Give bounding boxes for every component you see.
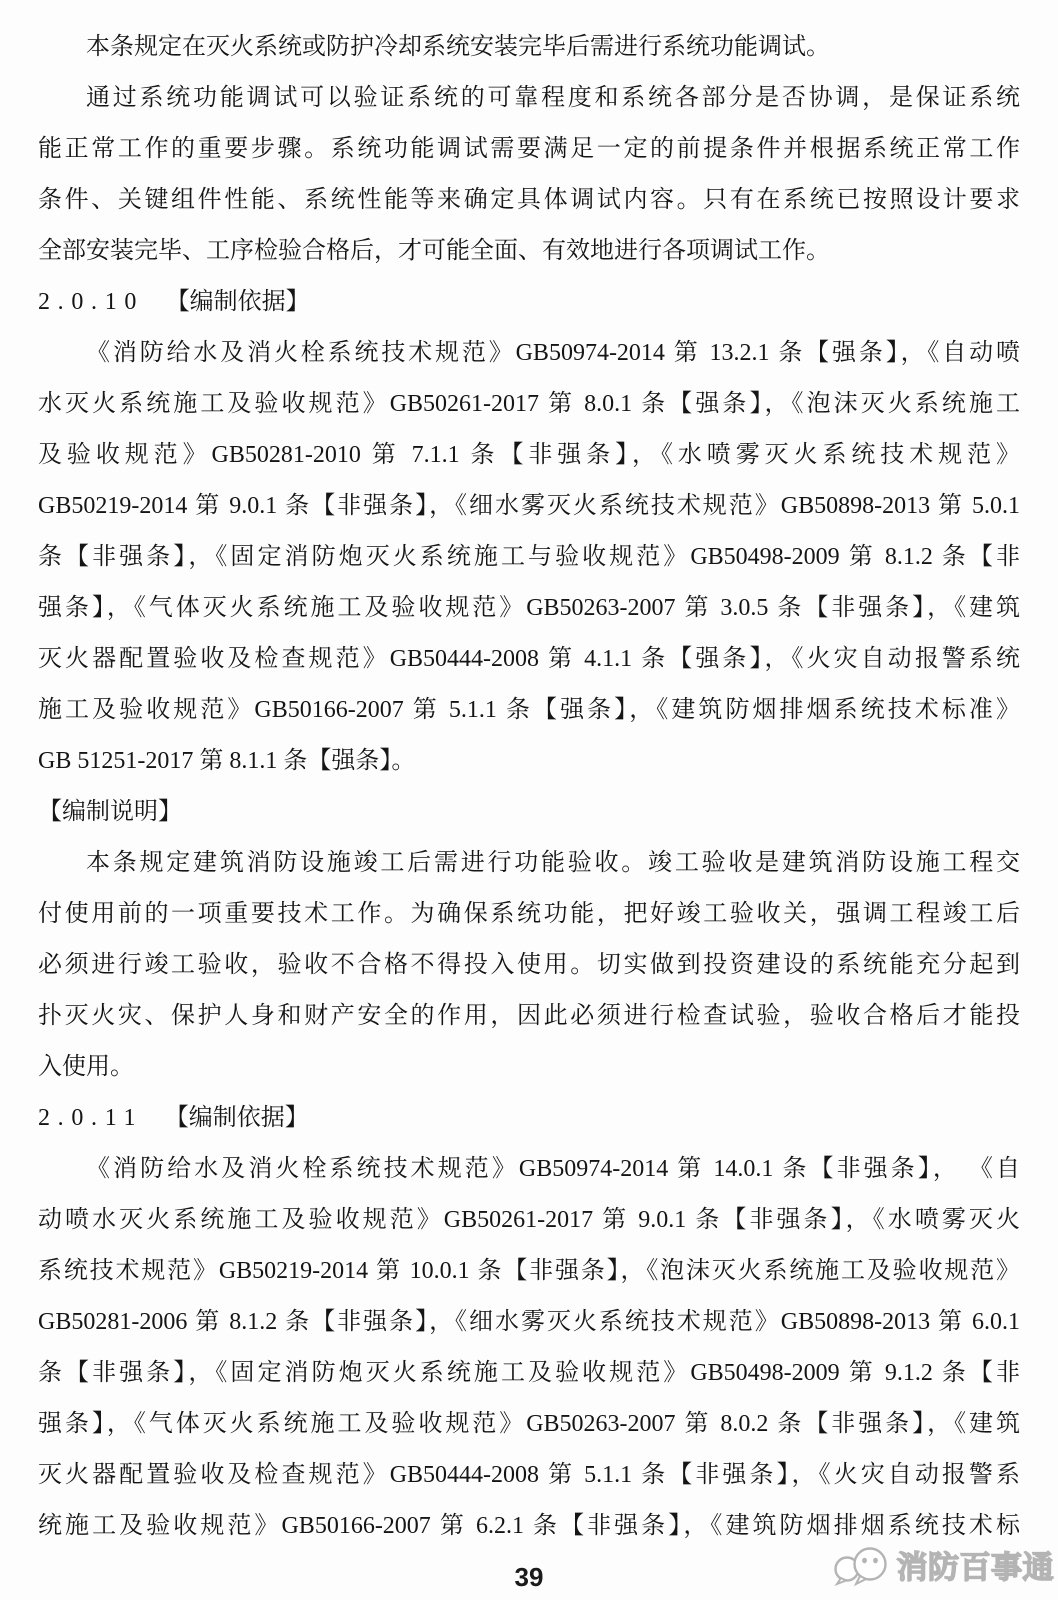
section-number: 2.0.11 (38, 1105, 144, 1131)
paragraph (38, 838, 1020, 1093)
text-line: 条件、关键组件性能、系统性能等来确定具体调试内容。只有在系统已按照设计要求 (38, 187, 1020, 213)
text-line: 强条】，《气体灭火系统施工及验收规范》GB50263-2007 第 8.0.2 条【非强条】，《建筑 (38, 1411, 1020, 1437)
text-line: 扑灭火灾、保护人身和财产安全的作用，因此必须进行检查试验，验收合格后才能投 (38, 1003, 1020, 1029)
section-heading-label: 【编制依据】 (164, 1105, 309, 1131)
text-line: 《消防给水及消火栓系统技术规范》GB50974-2014 第 14.0.1 条【非强条】， 《自 (86, 1156, 1020, 1182)
text-line: 《消防给水及消火栓系统技术规范》GB50974-2014 第 13.2.1 条【强条】，《自动喷 (86, 340, 1020, 366)
text-line: GB50281-2006 第 8.1.2 条【非强条】，《细水雾灭火系统技术规范》GB50898-2013 第 6.0.1 (38, 1309, 1020, 1335)
paragraph (38, 73, 1020, 277)
section-heading (38, 787, 1020, 838)
section-heading-label: 【编制依据】 (165, 289, 310, 315)
text-line: 水灭火系统施工及验收规范》GB50261-2017 第 8.0.1 条【强条】，《泡沫灭火系统施工 (38, 391, 1020, 417)
section-heading (38, 1093, 1020, 1144)
text-line: GB 51251-2017 第 8.1.1 条【强条】。 (38, 748, 416, 774)
text-line: 灭火器配置验收及检查规范》GB50444-2008 第 4.1.1 条【强条】，《火灾自动报警系统 (38, 646, 1020, 672)
text-line: 及验收规范》GB50281-2010 第 7.1.1 条【非强条】，《水喷雾灭火系统技术规范》 (38, 442, 1020, 468)
text-line: 入使用。 (38, 1054, 134, 1080)
text-line: 统施工及验收规范》GB50166-2007 第 6.2.1 条【非强条】，《建筑防烟排烟系统技术标 (38, 1513, 1020, 1539)
text-line: 强条】，《气体灭火系统施工及验收规范》GB50263-2007 第 3.0.5 条【非强条】，《建筑 (38, 595, 1020, 621)
section-heading (38, 277, 1020, 328)
paragraph (38, 328, 1020, 787)
text-line: 本条规定在灭火系统或防护冷却系统安装完毕后需进行系统功能调试。 (86, 34, 830, 60)
text-line: 能正常工作的重要步骤。系统功能调试需要满足一定的前提条件并根据系统正常工作 (38, 136, 1020, 162)
text-line: 条【非强条】，《固定消防炮灭火系统施工及验收规范》GB50498-2009 第 9.1.2 条【非 (38, 1360, 1020, 1386)
paragraph (38, 22, 1020, 73)
paragraph (38, 1144, 1020, 1552)
text-line: 本条规定建筑消防设施竣工后需进行功能验收。竣工验收是建筑消防设施工程交 (86, 850, 1020, 876)
text-line: 付使用前的一项重要技术工作。为确保系统功能，把好竣工验收关，强调工程竣工后 (38, 901, 1020, 927)
section-heading-label: 【编制说明】 (38, 799, 182, 825)
text-line: 施工及验收规范》GB50166-2007 第 5.1.1 条【强条】，《建筑防烟排烟系统技术标准》 (38, 697, 1020, 723)
text-line: 通过系统功能调试可以验证系统的可靠程度和系统各部分是否协调，是保证系统 (86, 85, 1020, 111)
document-body (38, 22, 1020, 1552)
section-number: 2.0.10 (38, 289, 145, 315)
watermark-text: 消防百事通 (896, 1550, 1054, 1586)
text-line: 灭火器配置验收及检查规范》GB50444-2008 第 5.1.1 条【非强条】，《火灾自动报警系 (38, 1462, 1020, 1488)
text-line: 全部安装完毕、工序检验合格后，才可能全面、有效地进行各项调试工作。 (38, 238, 830, 264)
text-line: 动喷水灭火系统施工及验收规范》GB50261-2017 第 9.0.1 条【非强条】，《水喷雾灭火 (38, 1207, 1020, 1233)
text-line: GB50219-2014 第 9.0.1 条【非强条】，《细水雾灭火系统技术规范》GB50898-2013 第 5.0.1 (38, 493, 1020, 519)
text-line: 必须进行竣工验收，验收不合格不得投入使用。切实做到投资建设的系统能充分起到 (38, 952, 1020, 978)
page-footer (0, 1564, 1058, 1590)
page-number: 39 (514, 1562, 544, 1592)
text-line: 系统技术规范》GB50219-2014 第 10.0.1 条【非强条】，《泡沫灭火系统施工及验收规范》 (38, 1258, 1020, 1284)
text-line: 条【非强条】，《固定消防炮灭火系统施工与验收规范》GB50498-2009 第 8.1.2 条【非 (38, 544, 1020, 570)
